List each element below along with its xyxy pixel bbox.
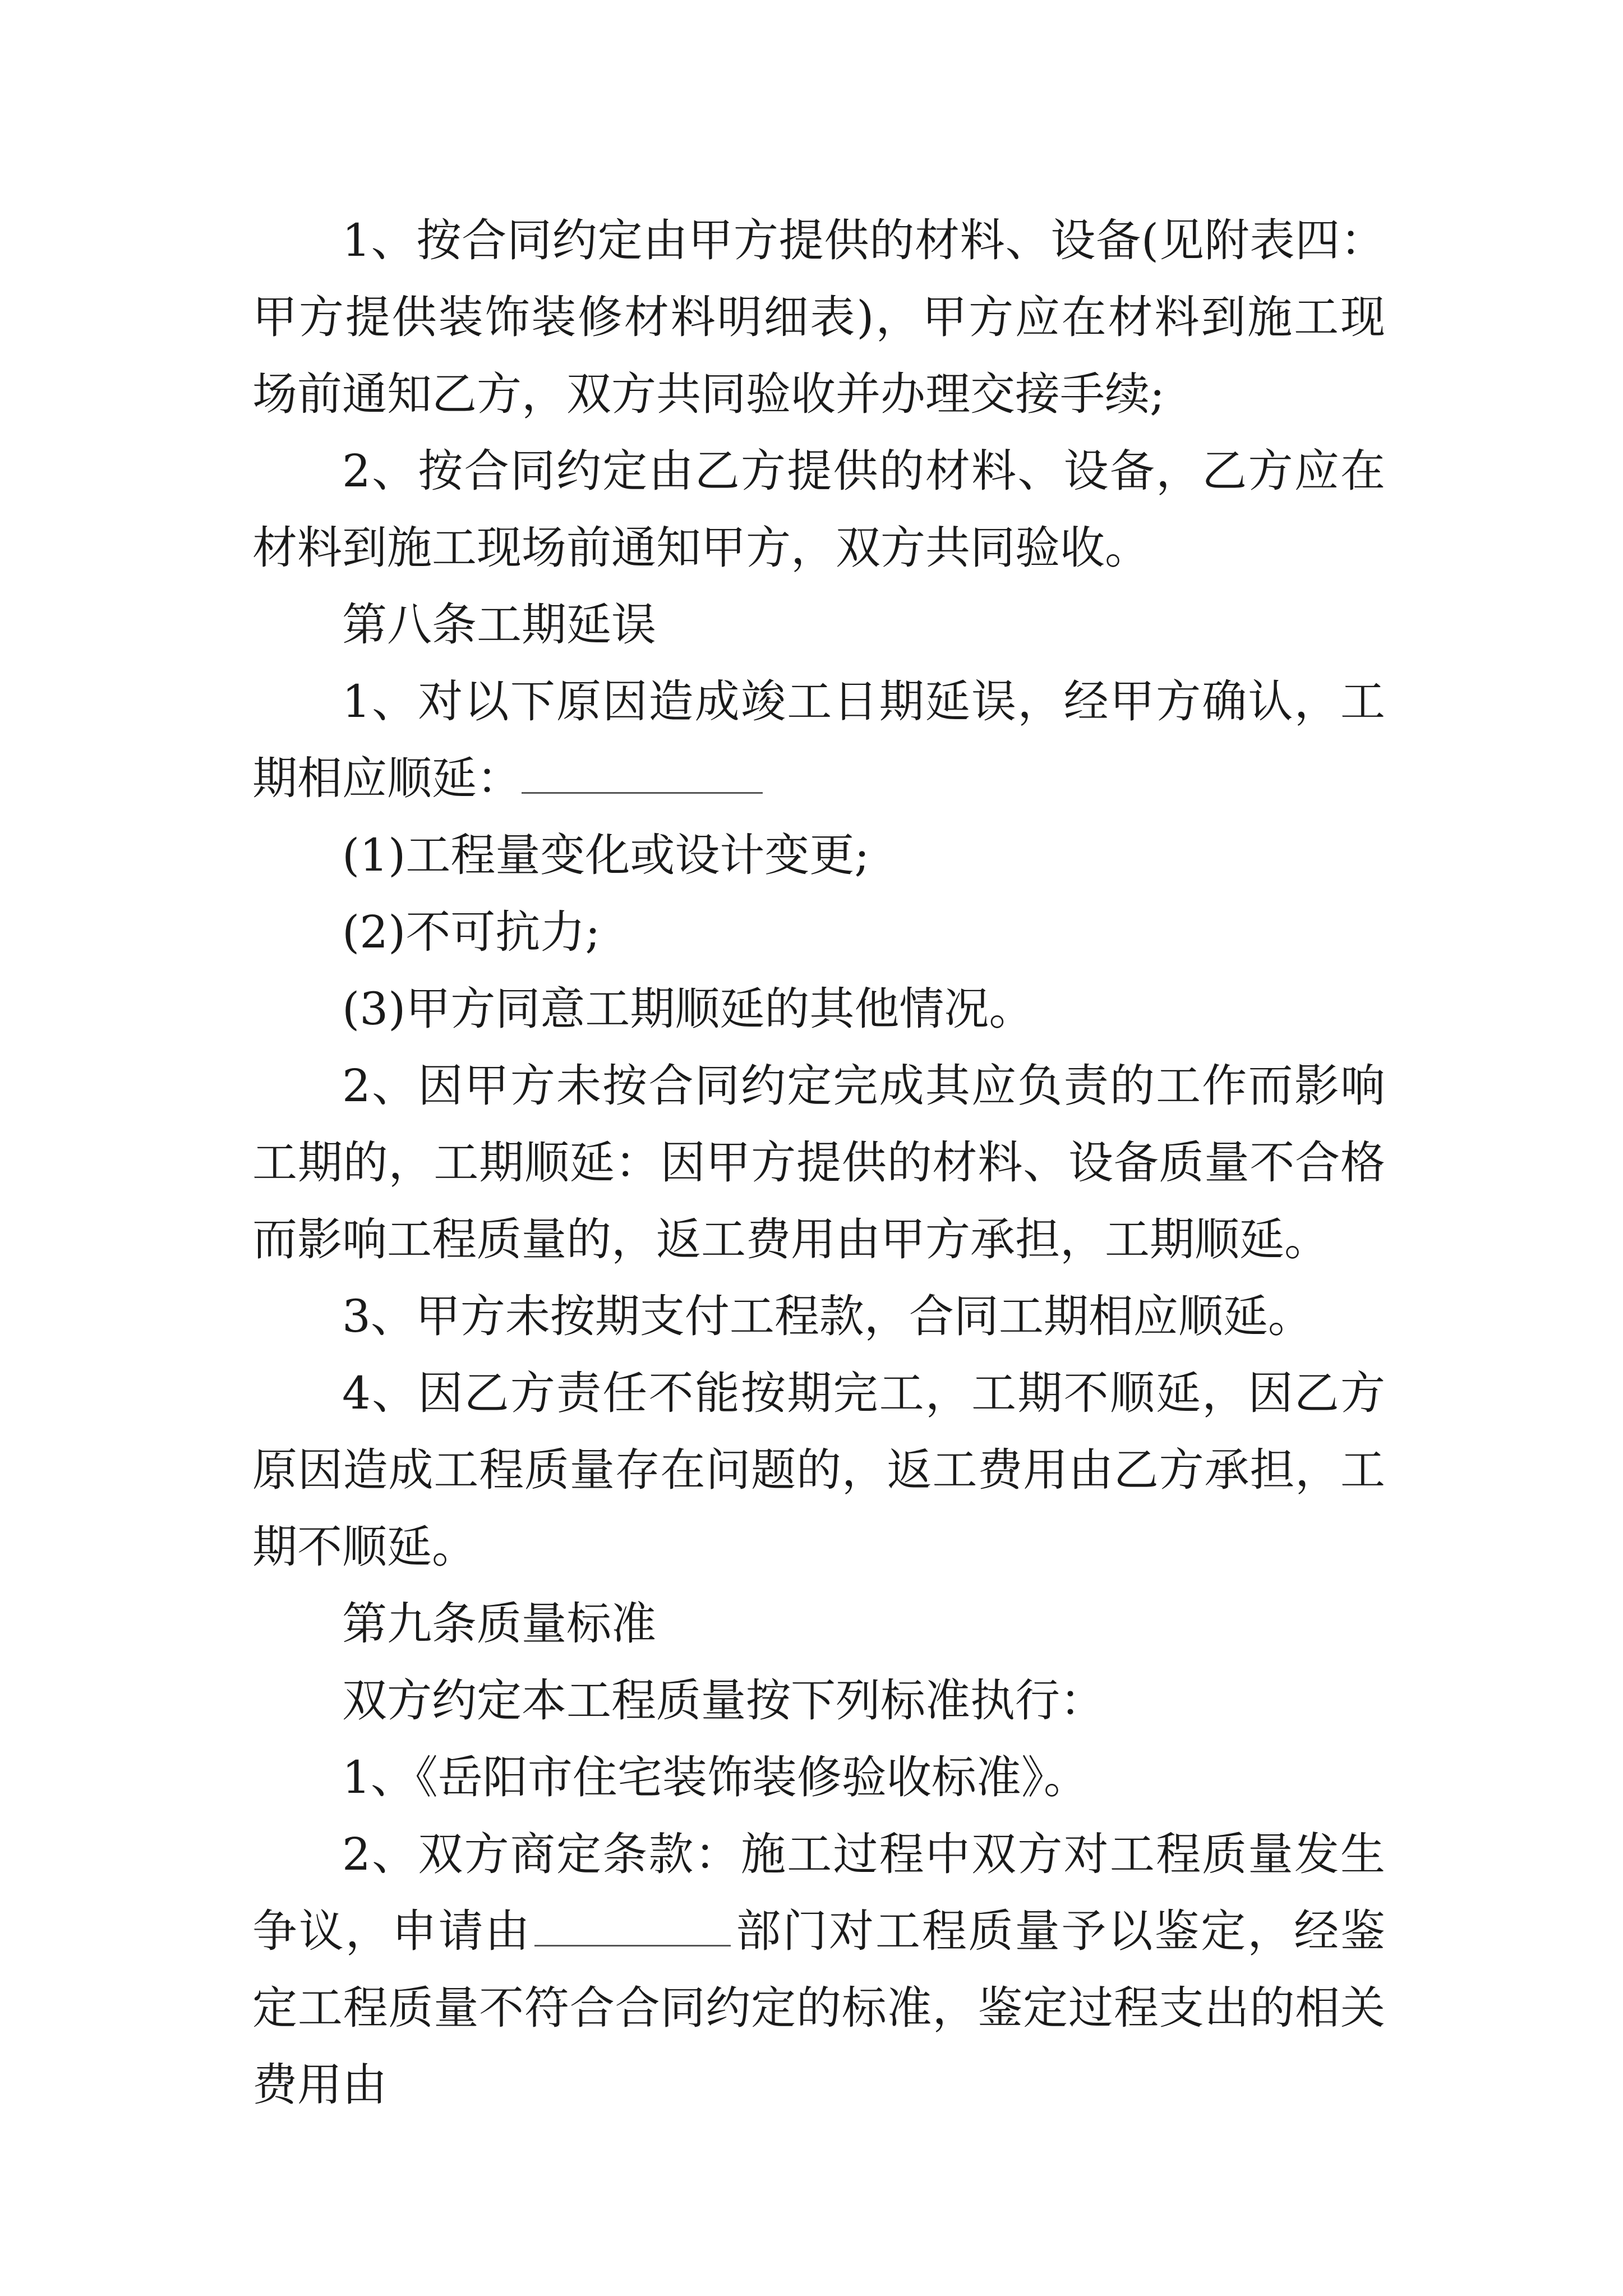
clause-paragraph-delay-reasons: [252, 663, 1385, 817]
section-heading-article-9: [252, 1585, 1385, 1662]
list-item-delay-2: [252, 894, 1385, 970]
heading-text: 第八条工期延误: [342, 599, 656, 651]
paragraph-text: 双方约定本工程质量按下列标准执行：: [342, 1674, 1105, 1727]
clause-paragraph-quality-standard: [252, 1739, 1385, 1816]
paragraph-text: (1)工程量变化或设计变更;: [342, 829, 870, 881]
list-item-delay-1: [252, 817, 1385, 894]
section-heading-article-8: [252, 586, 1385, 663]
fill-in-blank-line: [522, 753, 763, 794]
clause-paragraph-payment-delay: [252, 1278, 1385, 1355]
fill-in-blank-line: [534, 1906, 731, 1947]
paragraph-text: 2、双方商定条款：施工过程中双方对工程质量发生争议，申请由: [252, 1828, 1385, 1957]
clause-paragraph-material-party-b: [252, 432, 1385, 586]
clause-paragraph-dispute: [252, 1816, 1385, 2123]
contract-text-body: [252, 202, 1385, 2123]
heading-text: 第九条质量标准: [342, 1598, 656, 1650]
paragraph-text: 2、因甲方未按合同约定完成其应负责的工作而影响工期的，工期顺延：因甲方提供的材料、设备质量不合格而影响工程质量的，返工费用由甲方承担，工期顺延。: [252, 1060, 1385, 1266]
clause-paragraph-party-b-delay: [252, 1355, 1385, 1585]
paragraph-text: 1、对以下原因造成竣工日期延误，经甲方确认，工期相应顺延：: [252, 675, 1385, 804]
clause-paragraph-material-party-a: [252, 202, 1385, 432]
clause-paragraph-party-a-delay: [252, 1047, 1385, 1278]
paragraph-text: 1、按合同约定由甲方提供的材料、设备(见附表四：甲方提供装饰装修材料明细表)，甲方应在材料到施工现场前通知乙方，双方共同验收并办理交接手续;: [252, 214, 1385, 420]
paragraph-text: 部门对工程质量予以鉴定，经鉴定工程质量不符合合同约定的标准，鉴定过程支出的相关费用由: [252, 1905, 1386, 2111]
paragraph-text: 4、因乙方责任不能按期完工，工期不顺延，因乙方原因造成工程质量存在问题的，返工费用由乙方承担，工期不顺延。: [252, 1367, 1385, 1573]
paragraph-text: 1、《岳阳市住宅装饰装修验收标准》。: [342, 1751, 1089, 1803]
paragraph-text: 2、按合同约定由乙方提供的材料、设备，乙方应在材料到施工现场前通知甲方，双方共同验收。: [252, 445, 1385, 574]
paragraph-text: (2)不可抗力;: [342, 906, 601, 958]
clause-paragraph-quality-intro: [252, 1662, 1385, 1739]
list-item-delay-3: [252, 970, 1385, 1047]
paragraph-text: (3)甲方同意工期顺延的其他情况。: [342, 983, 1034, 1035]
paragraph-text: 3、甲方未按期支付工程款，合同工期相应顺延。: [342, 1290, 1313, 1342]
